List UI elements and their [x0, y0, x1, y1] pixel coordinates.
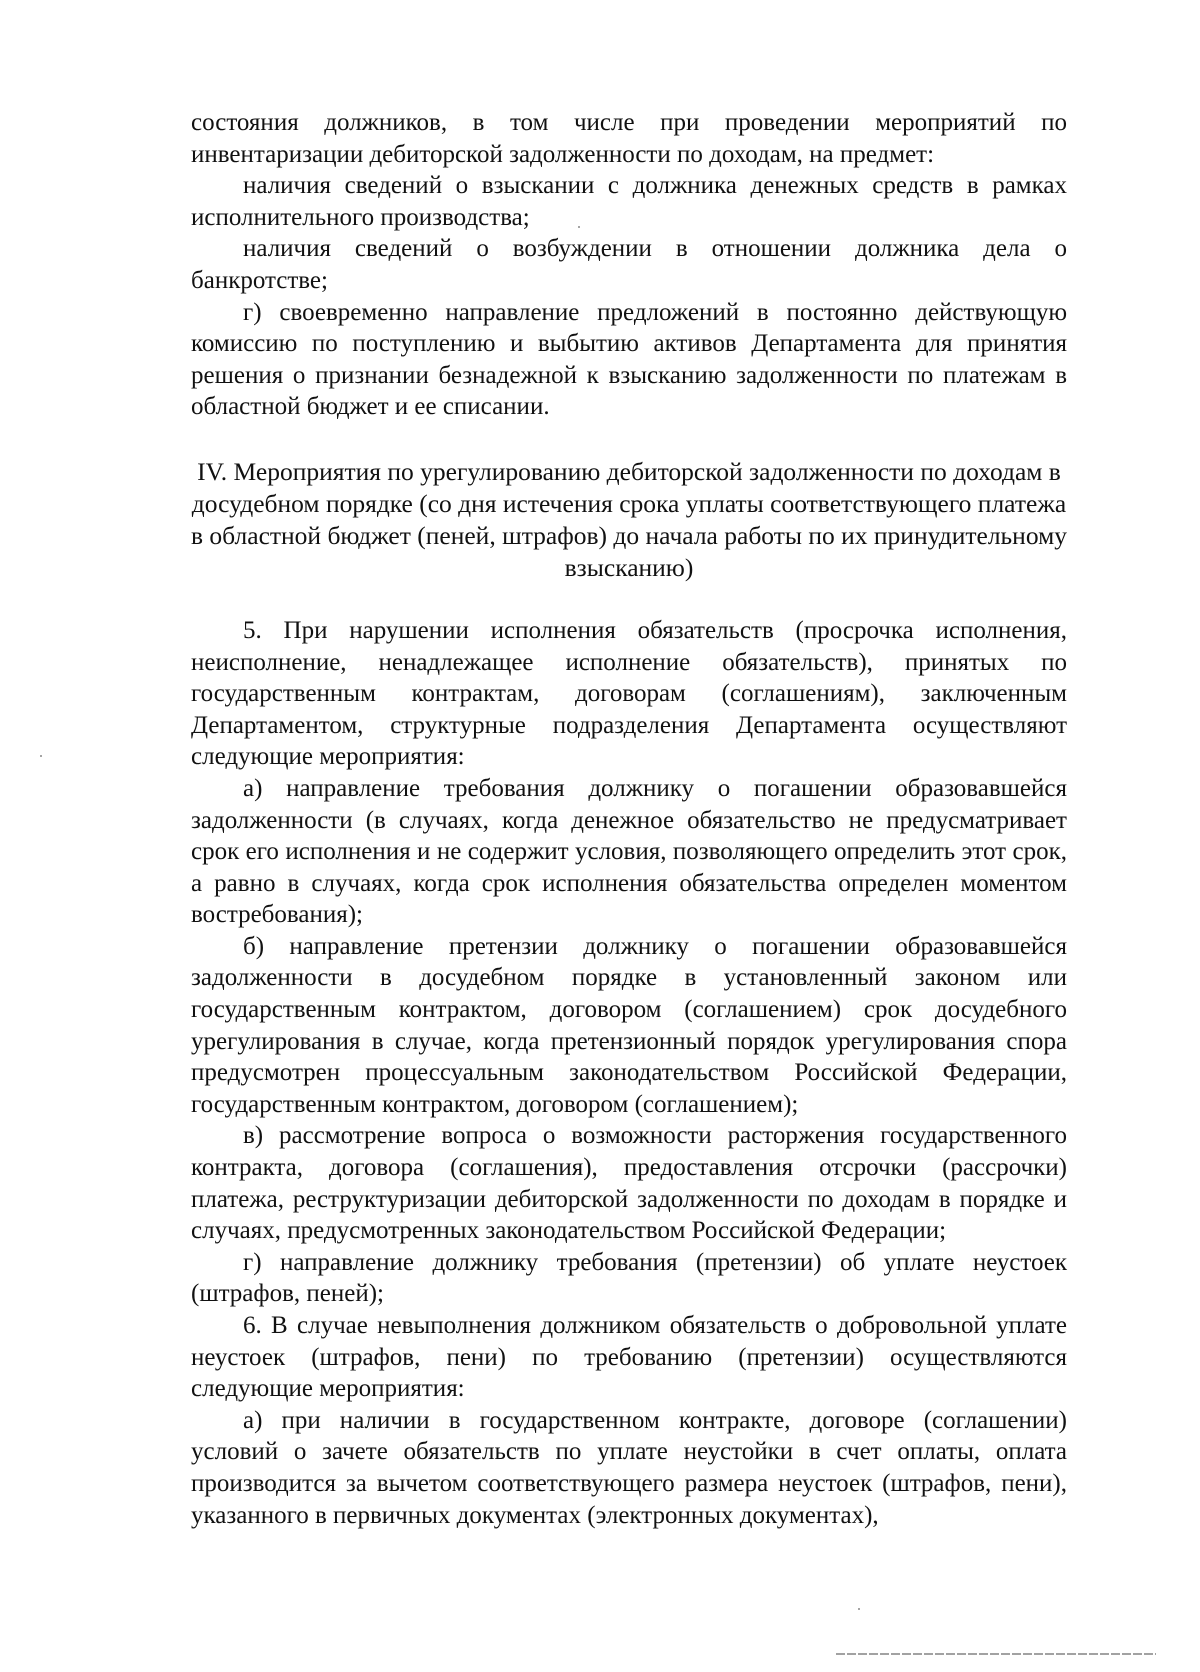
paragraph-item-g-commission: г) своевременно направление предложений в постоянно действующую комиссию по поступлению и выбытию активов Департамента для принятия решения о признании безнадежной к взысканию задолженности по платежам в областной бюджет и ее списании.	[191, 298, 1067, 421]
document-body	[191, 107, 1067, 1531]
scan-speck	[858, 1608, 860, 1610]
paragraph-bankruptcy-info: наличия сведений о возбуждении в отношении должника дела о банкротстве;	[191, 235, 1067, 294]
paragraph-5v: в) рассмотрение вопроса о возможности расторжения государственного контракта, договора (соглашения), предоставления отсрочки (рассрочки) платежа, реструктуризации дебиторской задолженности по доходам в порядке и случаях, предусмотренных законодательством Российской Федерации;	[191, 1122, 1067, 1245]
paragraph-5b: б) направление претензии должнику о погашении образовавшейся задолженности в досудебном порядке в установленный законом или государственным контрактом, договором (соглашением) срок досудебного урегулирования в случае, когда претензионный порядок урегулирования спора предусмотрен процессуальным законодательством Российской Федерации, государственным контрактом, договором (соглашением);	[191, 932, 1067, 1118]
paragraph-6: 6. В случае невыполнения должником обязательств о добровольной уплате неустоек (штрафов, пени) по требованию (претензии) осуществляются следующие мероприятия:	[191, 1312, 1067, 1403]
paragraph-6a: а) при наличии в государственном контракте, договоре (соглашении) условий о зачете обязательств по уплате неустойки в счет оплаты, оплата производится за вычетом соответствующего размера неустоек (штрафов, пени), указанного в первичных документах (электронных документах),	[191, 1406, 1067, 1529]
footer-rule	[836, 1653, 1156, 1655]
paragraph-5a: а) направление требования должнику о погашении образовавшейся задолженности (в случаях, когда денежное обязательство не предусматривает срок его исполнения и не содержит условия, позволяющего определить этот срок, а равно в случаях, когда срок исполнения обязательства определен моментом востребования);	[191, 774, 1067, 929]
paragraph-5g: г) направление должнику требования (претензии) об уплате неустоек (штрафов, пеней);	[191, 1248, 1067, 1308]
scan-speck	[578, 226, 580, 228]
paragraph-enforcement-info: наличия сведений о взыскании с должника денежных средств в рамках исполнительного производства;	[191, 172, 1067, 231]
scan-speck	[40, 755, 42, 757]
paragraph-continuation: состояния должников, в том числе при проведении мероприятий по инвентаризации дебиторской задолженности по доходам, на предмет:	[191, 109, 1067, 168]
paragraph-5: 5. При нарушении исполнения обязательств (просрочка исполнения, неисполнение, ненадлежащее исполнение обязательств), принятых по государственным контрактам, договорам (соглашениям), заключенным Департаментом, структурные подразделения Департамента осуществляют следующие мероприятия:	[191, 616, 1067, 771]
section-heading: IV. Мероприятия по урегулированию дебиторской задолженности по доходам в досудебном порядке (со дня истечения срока уплаты соответствующего платежа в областной бюджет (пеней, штрафов) до начала работы по их принудительному взысканию)	[191, 456, 1067, 582]
